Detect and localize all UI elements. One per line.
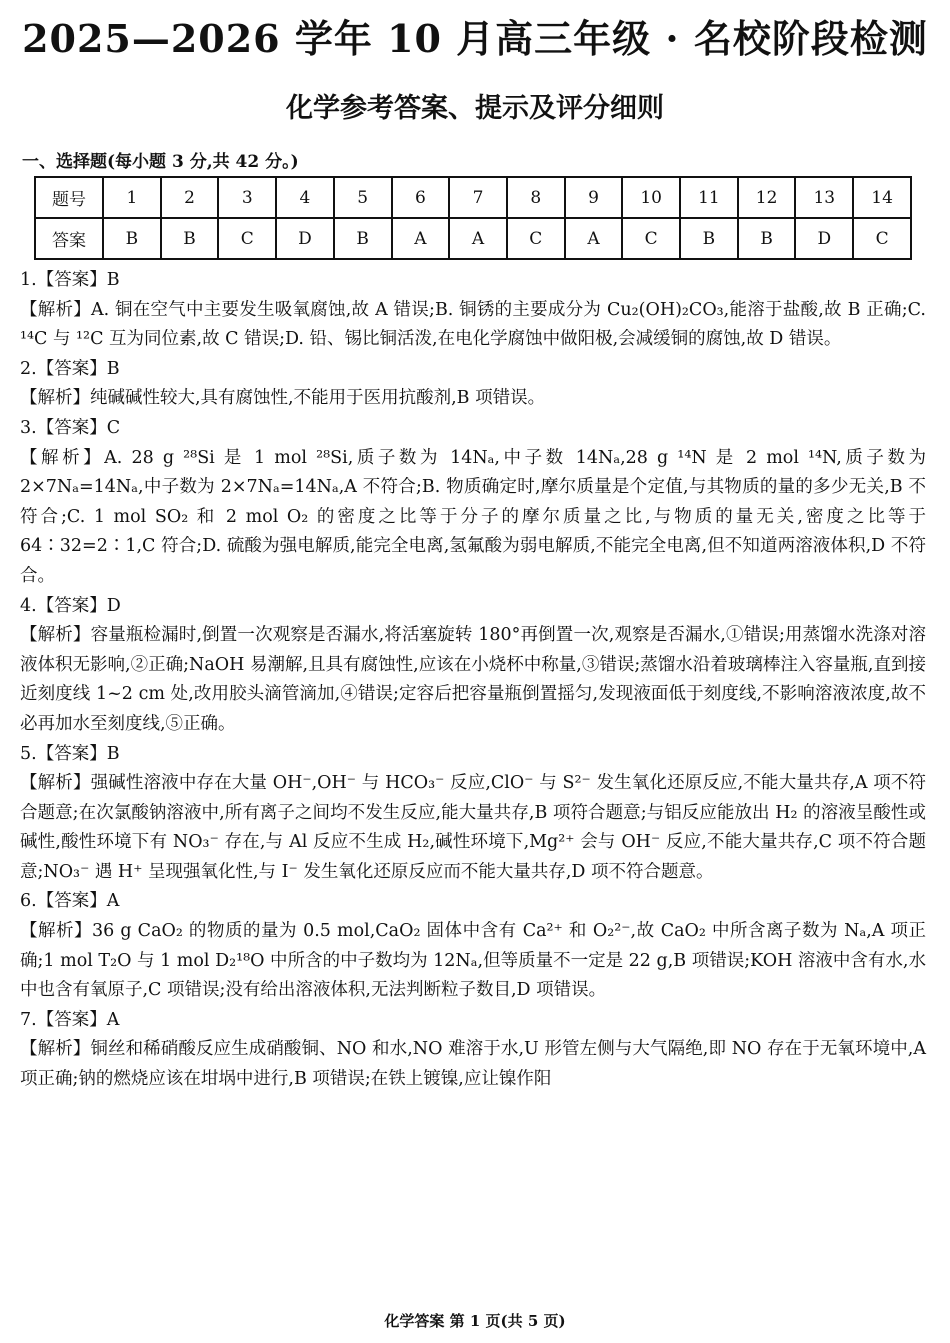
- answer-explanations: [20, 266, 926, 1095]
- answer-cell: C: [507, 218, 565, 259]
- question-number-cell: 1: [103, 177, 161, 218]
- answer-cell: B: [738, 218, 796, 259]
- row-label-answer: 答案: [35, 218, 103, 259]
- question-number-row: [35, 177, 911, 218]
- answer-heading: 5.【答案】B: [20, 743, 120, 764]
- question-number-cell: 13: [795, 177, 853, 218]
- answer-explanation: 【解析】铜丝和稀硝酸反应生成硝酸铜、NO 和水,NO 难溶于水,U 形管左侧与大气隔绝,即 NO 存在于无氧环境中,A 项正确;钠的燃烧应该在坩埚中进行,B 项错误;在铁上镀镍,应让镍作阳: [20, 1039, 926, 1090]
- answer-item-5: [20, 740, 926, 888]
- answer-heading: 2.【答案】B: [20, 358, 120, 379]
- question-number-cell: 2: [161, 177, 219, 218]
- answer-cell: D: [795, 218, 853, 259]
- answer-cell: C: [853, 218, 911, 259]
- answer-heading: 4.【答案】D: [20, 595, 121, 616]
- answer-heading: 3.【答案】C: [20, 417, 121, 438]
- answer-item-1: [20, 266, 926, 355]
- question-number-cell: 9: [565, 177, 623, 218]
- section-title: 一、选择题(每小题 3 分,共 42 分。): [22, 152, 299, 172]
- question-number-cell: 11: [680, 177, 738, 218]
- answer-cell: B: [161, 218, 219, 259]
- question-number-cell: 8: [507, 177, 565, 218]
- answer-cell: C: [218, 218, 276, 259]
- answer-explanation: 【解析】纯碱碱性较大,具有腐蚀性,不能用于医用抗酸剂,B 项错误。: [20, 388, 546, 409]
- row-label-question: 题号: [35, 177, 103, 218]
- question-number-cell: 6: [392, 177, 450, 218]
- question-number-cell: 10: [622, 177, 680, 218]
- answer-row: [35, 218, 911, 259]
- answer-cell: A: [565, 218, 623, 259]
- answer-cell: D: [276, 218, 334, 259]
- answer-cell: B: [103, 218, 161, 259]
- question-number-cell: 3: [218, 177, 276, 218]
- answer-cell: B: [680, 218, 738, 259]
- answer-explanation: 【解析】A. 28 g ²⁸Si 是 1 mol ²⁸Si,质子数为 14Nₐ,中子数 14Nₐ,28 g ¹⁴N 是 2 mol ¹⁴N,质子数为 2×7Nₐ=14Nₐ,中子数为 2×7Nₐ=14Nₐ,A 不符合;B. 物质确定时,摩尔质量是个定值,与其物质的量的多少无关,B 不符合;C. 1 mol SO₂ 和 2 mol O₂ 的密度之比等于分子的摩尔质量之比,与物质的量无关,密度之比等于 64∶32=2∶1,C 符合;D. 硫酸为强电解质,能完全电离,氢氟酸为弱电解质,不能完全电离,但不知道两溶液体积,D 不符合。: [20, 447, 926, 586]
- page-title: 2025—2026 学年 10 月高三年级 · 名校阶段检测: [22, 16, 928, 61]
- question-number-cell: 5: [334, 177, 392, 218]
- page-footer: 化学答案 第 1 页(共 5 页): [384, 1312, 566, 1330]
- answer-explanation: 【解析】强碱性溶液中存在大量 OH⁻,OH⁻ 与 HCO₃⁻ 反应,ClO⁻ 与 S²⁻ 发生氧化还原反应,不能大量共存,A 项不符合题意;在次氯酸钠溶液中,所有离子之间均不发生反应,能大量共存,B 项符合题意;与铝反应能放出 H₂ 的溶液呈酸性或碱性,酸性环境下有 NO₃⁻ 存在,与 Al 反应不生成 H₂,碱性环境下,Mg²⁺ 会与 OH⁻ 反应,不能大量共存,C 项不符合题意;NO₃⁻ 遇 H⁺ 呈现强氧化性,与 I⁻ 发生氧化还原反应而不能大量共存,D 项不符合题意。: [20, 773, 926, 882]
- question-number-cell: 14: [853, 177, 911, 218]
- answer-explanation: 【解析】36 g CaO₂ 的物质的量为 0.5 mol,CaO₂ 固体中含有 Ca²⁺ 和 O₂²⁻,故 CaO₂ 中所含离子数为 Nₐ,A 项正确;1 mol T₂O 与 1 mol D₂¹⁸O 中所含的中子数均为 12Nₐ,但等质量不一定是 22 g,B 项错误;KOH 溶液中含有水,水中也含有氧原子,C 项错误;没有给出溶液体积,无法判断粒子数目,D 项错误。: [20, 921, 926, 1001]
- answer-explanation: 【解析】容量瓶检漏时,倒置一次观察是否漏水,将活塞旋转 180°再倒置一次,观察是否漏水,①错误;用蒸馏水洗涤对溶液体积无影响,②正确;NaOH 易潮解,且具有腐蚀性,应该在小烧杯中称量,③错误;蒸馏水沿着玻璃棒注入容量瓶,直到接近刻度线 1~2 cm 处,改用胶头滴管滴加,④错误;定容后把容量瓶倒置摇匀,发现液面低于刻度线,不影响溶液浓度,故不必再加水至刻度线,⑤正确。: [20, 625, 926, 734]
- question-number-cell: 12: [738, 177, 796, 218]
- answer-cell: A: [392, 218, 450, 259]
- answer-item-4: [20, 592, 926, 740]
- question-number-cell: 7: [449, 177, 507, 218]
- answer-heading: 6.【答案】A: [20, 891, 120, 912]
- question-number-cell: 4: [276, 177, 334, 218]
- answer-item-7: [20, 1006, 926, 1095]
- answer-cell: A: [449, 218, 507, 259]
- answer-table: [34, 176, 912, 260]
- answer-cell: C: [622, 218, 680, 259]
- answer-item-2: [20, 355, 926, 414]
- answer-item-6: [20, 887, 926, 1005]
- answer-item-3: [20, 414, 926, 592]
- page-subtitle: 化学参考答案、提示及评分细则: [286, 93, 664, 124]
- answer-explanation: 【解析】A. 铜在空气中主要发生吸氧腐蚀,故 A 错误;B. 铜锈的主要成分为 Cu₂(OH)₂CO₃,能溶于盐酸,故 B 正确;C. ¹⁴C 与 ¹²C 互为同位素,故 C 错误;D. 铅、锡比铜活泼,在电化学腐蚀中做阳极,会减缓铜的腐蚀,故 D 错误。: [20, 299, 926, 350]
- answer-heading: 1.【答案】B: [20, 270, 120, 290]
- answer-cell: B: [334, 218, 392, 259]
- answer-heading: 7.【答案】A: [20, 1009, 120, 1030]
